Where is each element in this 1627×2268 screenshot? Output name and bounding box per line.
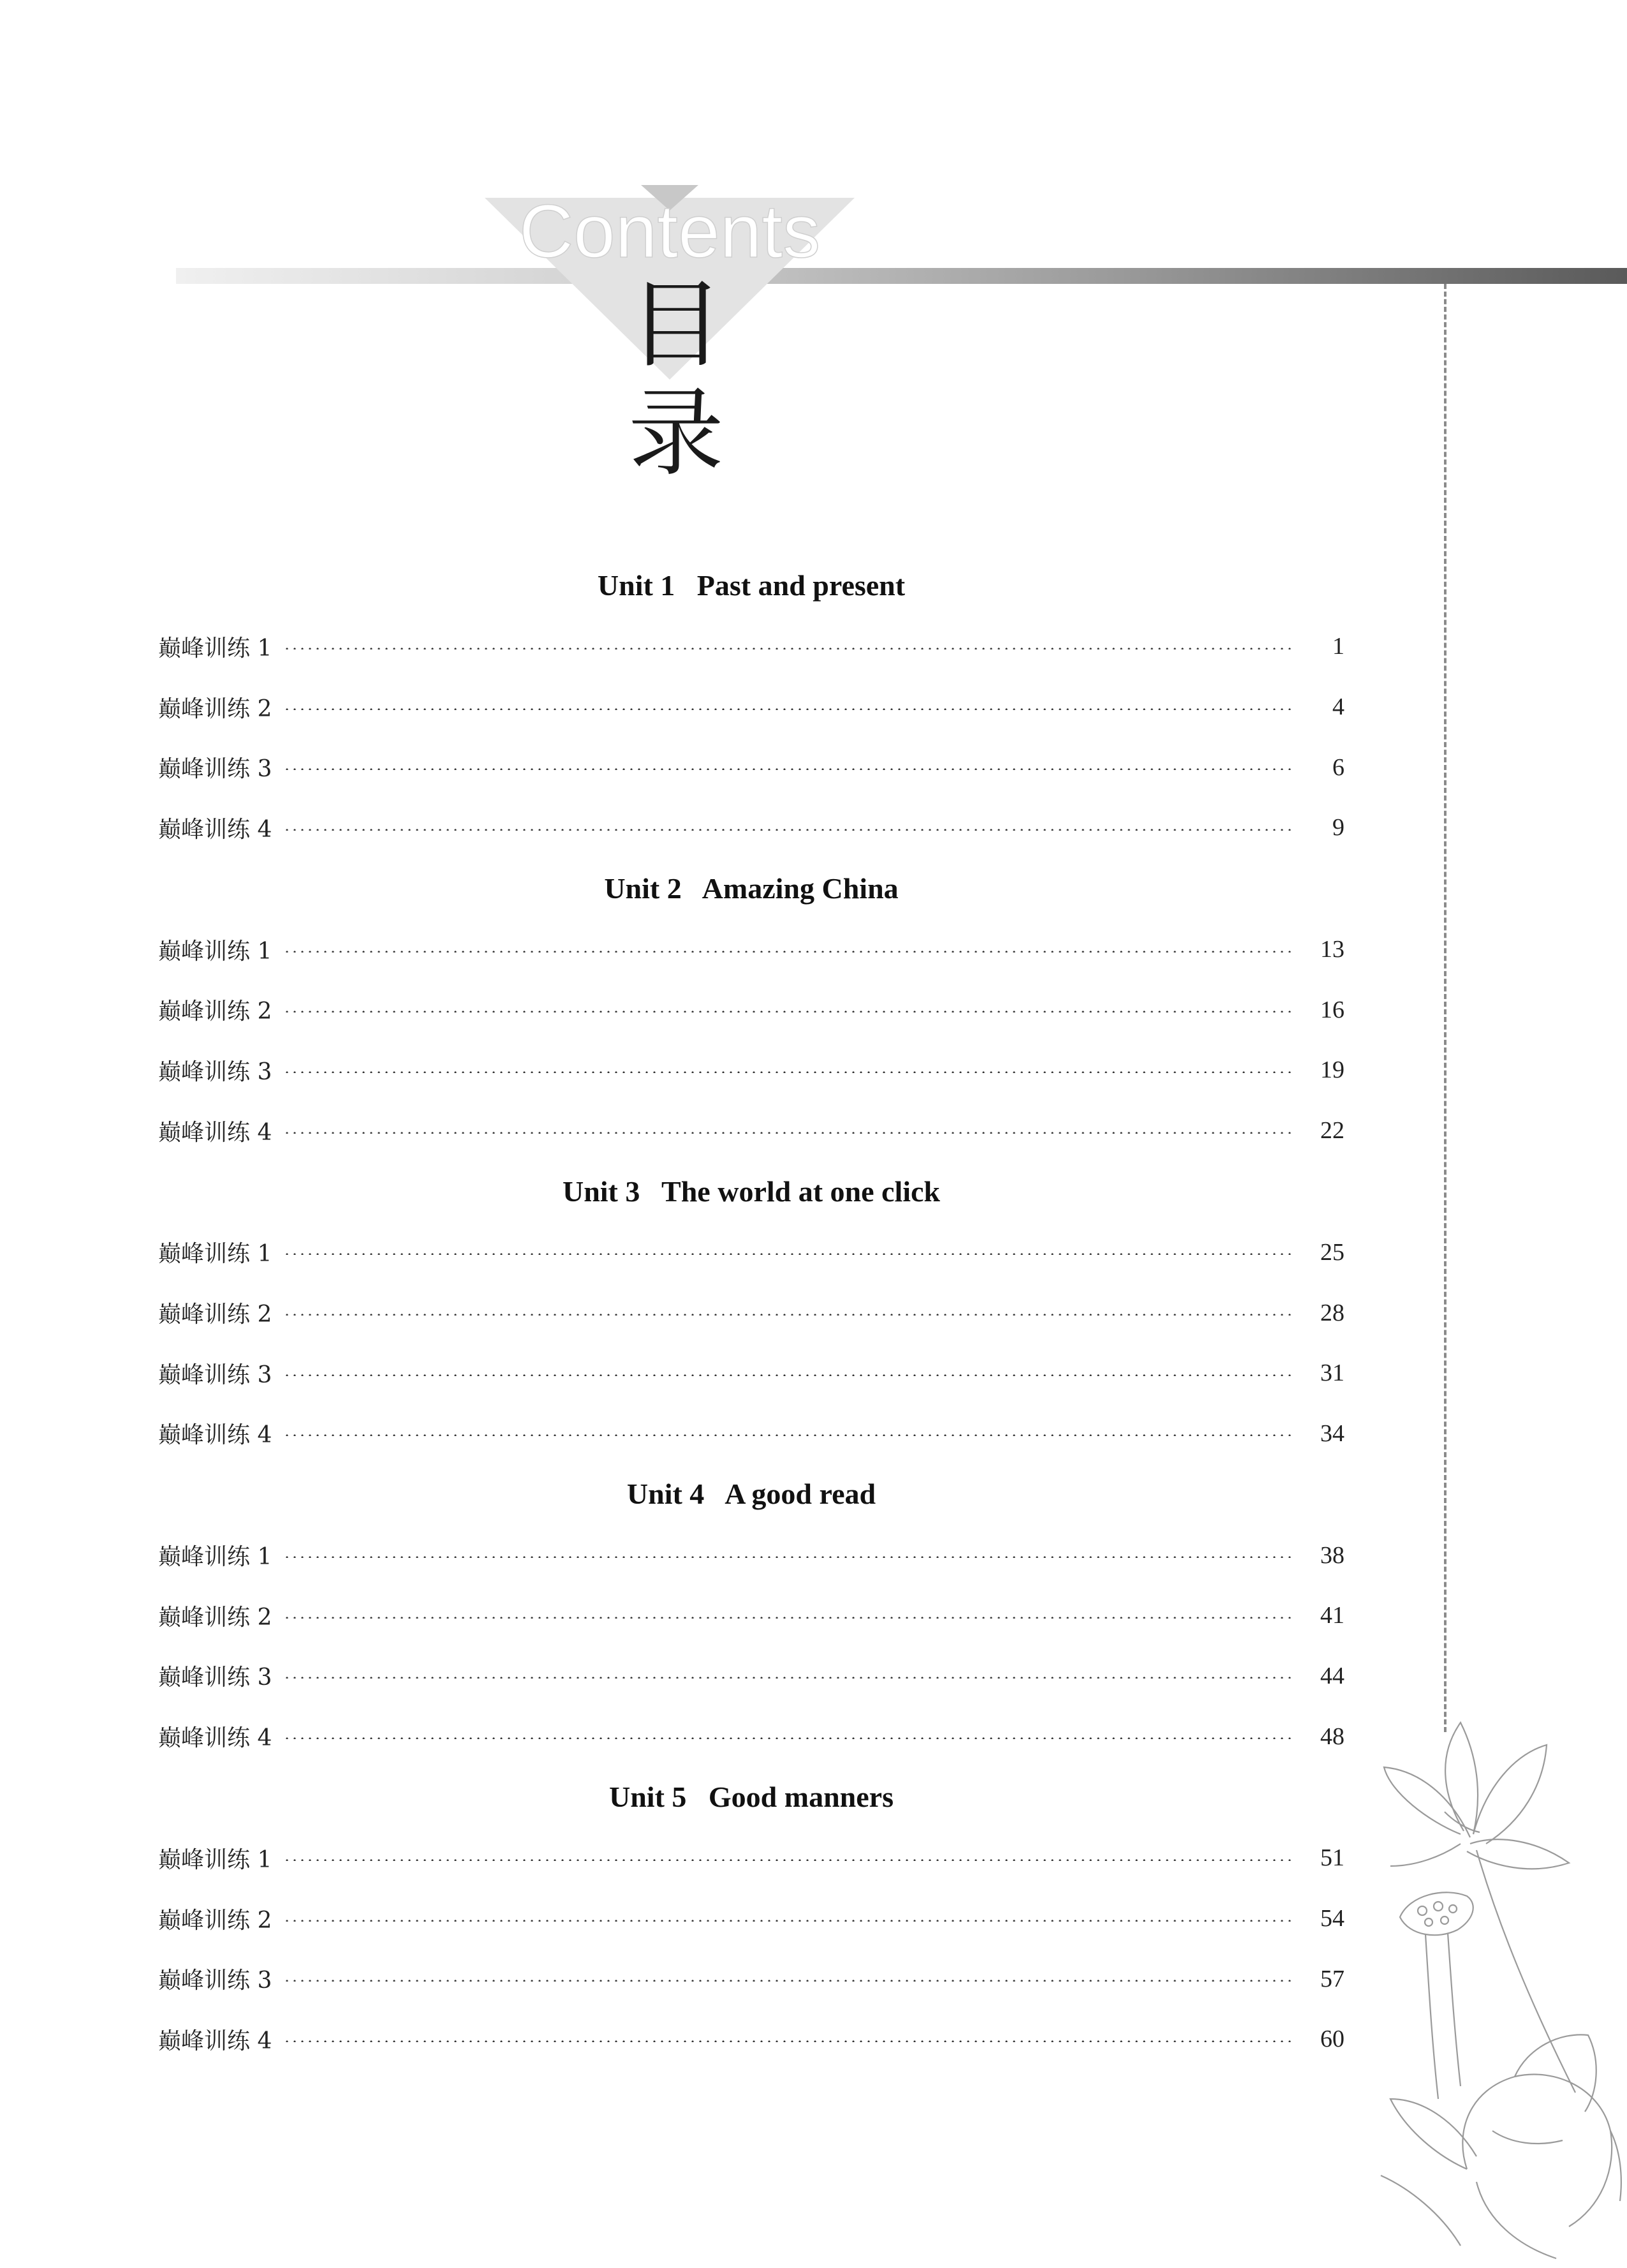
- toc-entry-label: 巅峰训练 2: [158, 1301, 272, 1328]
- toc-entry-label: 巅峰训练 1: [158, 1846, 272, 1873]
- toc-entry-label: 巅峰训练 2: [158, 1907, 272, 1934]
- unit-heading: Unit 5 Good manners: [609, 1781, 894, 1813]
- toc-entry[interactable]: [158, 2009, 1344, 2070]
- toc-entry[interactable]: [158, 1585, 1344, 1646]
- dot-leader: [283, 951, 1295, 952]
- dot-leader: [283, 1920, 1295, 1922]
- toc-entry-label: 巅峰训练 2: [158, 1604, 272, 1631]
- page-title: 目录: [628, 270, 724, 489]
- toc-page-number: 22: [1320, 1117, 1344, 1145]
- dot-leader: [283, 768, 1295, 770]
- contents-watermark: Contents: [519, 189, 821, 274]
- dot-leader: [283, 1374, 1295, 1376]
- toc-page-number: 34: [1320, 1419, 1344, 1447]
- toc-entry[interactable]: [158, 1706, 1344, 1767]
- dot-leader: [283, 1011, 1295, 1012]
- dot-leader: [283, 1677, 1295, 1679]
- toc-page-number: 44: [1320, 1662, 1344, 1689]
- toc-entry-label: 巅峰训练 1: [158, 1241, 272, 1268]
- toc-entry[interactable]: [158, 1646, 1344, 1707]
- toc-entry-label: 巅峰训练 4: [158, 816, 272, 843]
- dot-leader: [283, 1737, 1295, 1739]
- dot-leader: [283, 1132, 1295, 1134]
- toc-entry-label: 巅峰训练 4: [158, 1422, 272, 1449]
- toc-page-number: 19: [1320, 1056, 1344, 1084]
- toc-entry-label: 巅峰训练 1: [158, 1544, 272, 1571]
- toc-entry-label: 巅峰训练 3: [158, 1058, 272, 1085]
- toc-entry-label: 巅峰训练 4: [158, 2027, 272, 2054]
- toc-page-number: 31: [1320, 1360, 1344, 1387]
- toc-entry[interactable]: [158, 1404, 1344, 1464]
- toc-page-number: 9: [1332, 814, 1344, 841]
- dot-leader: [283, 1434, 1295, 1436]
- toc-entry[interactable]: [158, 677, 1344, 737]
- toc-entry-label: 巅峰训练 3: [158, 1968, 272, 1994]
- toc-entry[interactable]: [158, 1948, 1344, 2009]
- toc-entry[interactable]: [158, 1343, 1344, 1404]
- unit-heading: Unit 2 Amazing China: [604, 871, 899, 905]
- header-gradient-bar: [176, 268, 1627, 284]
- dot-leader: [283, 1314, 1295, 1316]
- lotus-illustration: [1365, 1684, 1627, 2268]
- toc-entry-label: 巅峰训练 3: [158, 1664, 272, 1691]
- toc-page-number: 1: [1332, 633, 1344, 660]
- toc-entry[interactable]: [158, 1282, 1344, 1343]
- dot-leader: [283, 708, 1295, 710]
- dot-leader: [283, 1859, 1295, 1861]
- toc-page-number: 41: [1320, 1602, 1344, 1629]
- toc-page-number: 60: [1320, 2026, 1344, 2053]
- toc-page-number: 54: [1320, 1905, 1344, 1932]
- toc-entry-label: 巅峰训练 3: [158, 1361, 272, 1388]
- toc-entry-label: 巅峰训练 4: [158, 1119, 272, 1146]
- dot-leader: [283, 1556, 1295, 1558]
- toc-entry[interactable]: [158, 1525, 1344, 1585]
- dot-leader: [283, 1253, 1295, 1255]
- dot-leader: [283, 1071, 1295, 1073]
- toc-entry[interactable]: [158, 737, 1344, 797]
- toc-entry-label: 巅峰训练 3: [158, 756, 272, 783]
- toc-entry-label: 巅峰训练 1: [158, 635, 272, 662]
- table-of-contents: [158, 555, 1344, 2070]
- toc-entry[interactable]: [158, 797, 1344, 858]
- dot-leader: [283, 648, 1295, 649]
- toc-entry[interactable]: [158, 1828, 1344, 1888]
- toc-page-number: 4: [1332, 693, 1344, 721]
- vertical-dashed-rule: [1444, 284, 1447, 1732]
- toc-page-number: 13: [1320, 936, 1344, 963]
- toc-entry[interactable]: [158, 1888, 1344, 1949]
- dot-leader: [283, 1617, 1295, 1619]
- unit-heading: Unit 3 The world at one click: [562, 1175, 941, 1208]
- dot-leader: [283, 1980, 1295, 1982]
- toc-page-number: 38: [1320, 1541, 1344, 1569]
- toc-entry[interactable]: [158, 1040, 1344, 1101]
- toc-page-number: 57: [1320, 1965, 1344, 1992]
- toc-entry-label: 巅峰训练 1: [158, 938, 272, 965]
- toc-entry[interactable]: [158, 979, 1344, 1040]
- toc-page-number: 25: [1320, 1238, 1344, 1266]
- toc-entry[interactable]: [158, 1101, 1344, 1161]
- toc-page-number: 6: [1332, 753, 1344, 781]
- dot-leader: [283, 829, 1295, 831]
- toc-page-number: 48: [1320, 1723, 1344, 1750]
- unit-heading: Unit 4 A good read: [626, 1478, 876, 1511]
- toc-entry-label: 巅峰训练 4: [158, 1725, 272, 1752]
- toc-entry-label: 巅峰训练 2: [158, 695, 272, 722]
- toc-entry[interactable]: [158, 1222, 1344, 1283]
- toc-entry-label: 巅峰训练 2: [158, 998, 272, 1025]
- toc-page-number: 16: [1320, 996, 1344, 1023]
- toc-entry[interactable]: [158, 616, 1344, 677]
- toc-entry[interactable]: [158, 919, 1344, 980]
- toc-page-number: 51: [1320, 1844, 1344, 1872]
- dot-leader: [283, 2040, 1295, 2042]
- toc-page-number: 28: [1320, 1299, 1344, 1326]
- unit-heading: Unit 1 Past and present: [597, 569, 906, 602]
